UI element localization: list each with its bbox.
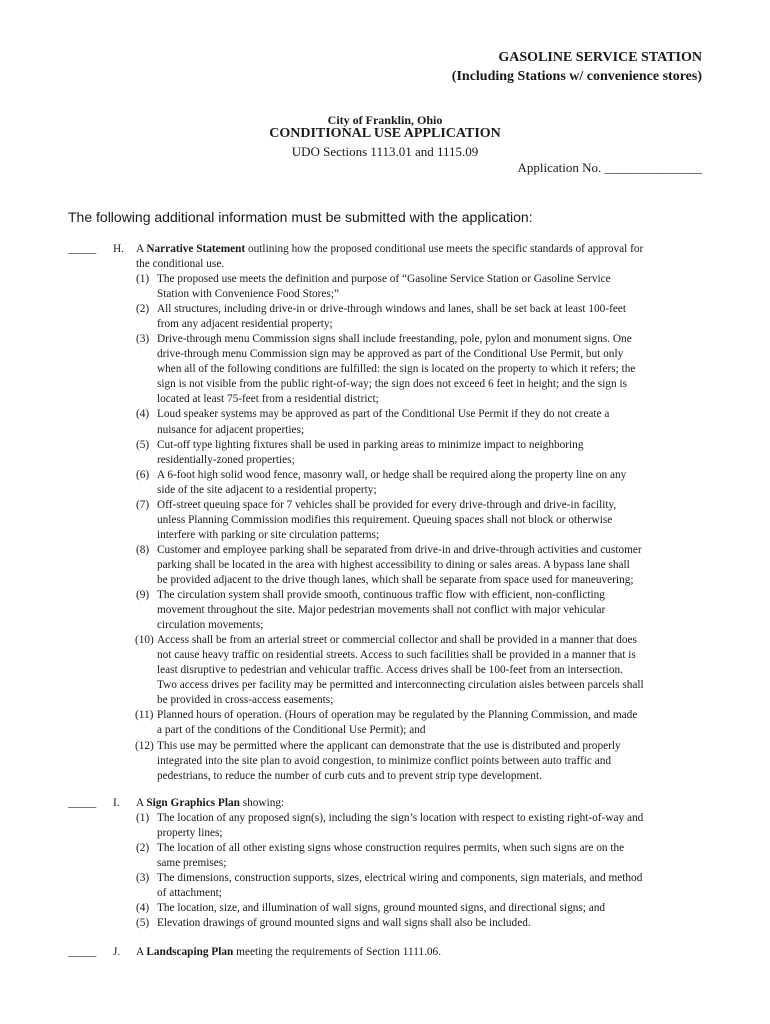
item-line: not cause heavy traffic on residential streets. Access to such facilities shall be provided in a manner that is xyxy=(157,649,636,662)
item-line: Loud speaker systems may be approved as part of the Conditional Use Permit if they do not create a xyxy=(157,408,610,421)
item-number: (1) xyxy=(136,812,150,824)
item-line: Planned hours of operation. (Hours of operation may be regulated by the Planning Commission, and made xyxy=(157,709,638,722)
list-item xyxy=(68,438,708,468)
title-line-2: (Including Stations w/ convenience stores) xyxy=(451,69,702,84)
item-line: The circulation system shall provide smooth, continuous traffic flow with efficient, non-conflicting xyxy=(157,589,605,602)
section-heading xyxy=(68,945,708,960)
item-line: All structures, including drive-in or drive-through windows and lanes, shall be set back at least 100-feet xyxy=(157,303,627,316)
item-line: unless Planning Commission modifies this requirement. Queuing spaces shall not block or otherwise xyxy=(157,513,613,526)
section-lead xyxy=(136,242,708,257)
list-item xyxy=(68,871,708,901)
item-line: Off-street queuing space for 7 vehicles shall be provided for every drive-through and drive-in facility, xyxy=(157,498,617,511)
item-line: A 6-foot high solid wood fence, masonry wall, or hedge shall be required along the property line on any xyxy=(157,468,627,481)
item-line: Two access drives per facility may be permitted and interconnecting circulation aisles between parcels shall xyxy=(157,679,644,692)
list-item xyxy=(68,916,708,931)
section-heading xyxy=(68,796,708,811)
lead-prefix: A xyxy=(136,946,147,958)
item-line: be provided in cross-access easements; xyxy=(157,694,334,707)
item-line: movement throughout the site. Major pedestrian movements shall not conflict with major vehicular xyxy=(157,604,606,617)
checklist-blank: _____ xyxy=(68,243,97,255)
item-line: interfere with parking or site circulation patterns; xyxy=(157,528,380,541)
item-line: Station with Convenience Food Stores;” xyxy=(157,288,339,301)
section-i xyxy=(68,796,708,931)
item-number: (5) xyxy=(136,917,150,930)
list-item xyxy=(68,811,708,841)
item-number: (2) xyxy=(136,303,150,316)
item-number: (12) xyxy=(135,739,154,752)
item-number: (8) xyxy=(136,543,150,556)
item-line: from any adjacent residential property; xyxy=(157,318,333,331)
item-line: This use may be permitted where the applicant can demonstrate that the use is distributed and properly xyxy=(157,739,621,752)
list-item xyxy=(68,272,708,302)
item-line: same premises; xyxy=(157,857,227,870)
item-line: drive-through menu Commission sign may be approved as part of the Conditional Use Permit, but only xyxy=(157,348,624,361)
list-item xyxy=(68,468,708,498)
item-number: (9) xyxy=(136,589,150,602)
document-title xyxy=(342,48,702,86)
lead-bold-title: Landscaping Plan xyxy=(146,946,234,958)
section-letter: H. xyxy=(113,243,124,255)
list-item xyxy=(68,588,708,633)
item-number: (11) xyxy=(135,709,154,722)
section-letter: J. xyxy=(113,946,121,958)
list-item xyxy=(68,901,708,916)
item-line: Customer and employee parking shall be separated from drive-in and drive-through activities and customer xyxy=(157,543,642,556)
list-item xyxy=(68,332,708,407)
lead-bold-title: Narrative Statement xyxy=(146,243,246,255)
item-number: (3) xyxy=(136,333,150,346)
item-line: The location of any proposed sign(s), including the sign’s location with respect to existing right-of-way and xyxy=(157,812,644,824)
item-number: (1) xyxy=(136,273,150,286)
item-line: The proposed use meets the definition and purpose of “Gasoline Service Station or Gasoline Service xyxy=(157,273,611,286)
section-heading xyxy=(68,242,708,257)
item-line: pedestrians, to reduce the number of curb cuts and to prevent strip type development. xyxy=(157,769,542,782)
list-item xyxy=(68,543,708,588)
checklist-blank: _____ xyxy=(68,946,97,958)
form-title: CONDITIONAL USE APPLICATION xyxy=(269,126,501,141)
section-h xyxy=(68,242,708,784)
item-line: property lines; xyxy=(157,827,223,840)
item-line: a part of the conditions of the Conditional Use Permit); and xyxy=(157,724,426,737)
item-line: circulation movements; xyxy=(157,619,264,632)
item-line: located at least 75-feet from a residential district; xyxy=(157,393,379,406)
item-line: The dimensions, construction supports, sizes, electrical wiring and components, sign materials, and method xyxy=(157,872,643,885)
item-line: Cut-off type lighting fixtures shall be used in parking areas to minimize impact to neighboring xyxy=(157,438,584,451)
lead-prefix: A xyxy=(136,797,147,809)
section-letter: I. xyxy=(113,797,120,809)
item-number: (7) xyxy=(136,498,150,511)
item-line: parking shall be located in the area with highest accessibility to dining or sales areas. A bypass lane shall xyxy=(157,558,630,571)
item-number: (2) xyxy=(136,842,150,855)
item-line: be provided adjacent to the drive though lanes, which shall be separate from space used for maneuvering; xyxy=(157,573,634,586)
udo-sections: UDO Sections 1113.01 and 1115.09 xyxy=(291,144,479,159)
list-item xyxy=(68,407,708,437)
item-line: of attachment; xyxy=(157,887,222,900)
item-number: (4) xyxy=(136,408,150,421)
lead-continuation: the conditional use. xyxy=(136,258,225,270)
list-item xyxy=(68,739,708,784)
list-item xyxy=(68,708,708,738)
application-number: Application No. _______________ xyxy=(517,160,702,175)
section-lead xyxy=(136,945,708,960)
item-line: residentially-zoned properties; xyxy=(157,453,295,466)
lead-bold-title: Sign Graphics Plan xyxy=(146,797,240,809)
checklist-blank: _____ xyxy=(68,797,97,809)
list-item xyxy=(68,841,708,871)
item-line: side of the site adjacent to a residential property; xyxy=(157,483,377,496)
item-line: integrated into the site plan to avoid congestion, to minimize conflict points between auto traffic and xyxy=(157,754,612,767)
item-line: Access shall be from an arterial street or commercial collector and shall be provided in a manner that does xyxy=(157,634,637,647)
item-number: (5) xyxy=(136,438,150,451)
item-line: The location of all other existing signs whose construction requires permits, when such signs are on the xyxy=(157,842,625,855)
item-number: (4) xyxy=(136,902,150,915)
item-line: Drive-through menu Commission signs shall include freestanding, pole, pylon and monument signs. One xyxy=(157,333,632,346)
item-line: Elevation drawings of ground mounted signs and wall signs shall also be included. xyxy=(157,917,531,930)
item-line: sign is not visible from the public right-of-way; the sign does not exceed 6 feet in height; and the sign is xyxy=(157,378,627,391)
item-number: (3) xyxy=(136,872,150,885)
item-line: least disruptive to pedestrian and vehicular traffic. Access drives shall be 100-feet from an intersection. xyxy=(157,664,623,677)
lead-rest: showing: xyxy=(239,797,285,809)
title-line-1: GASOLINE SERVICE STATION xyxy=(498,50,702,65)
item-number: (10) xyxy=(135,634,154,647)
city-name: City of Franklin, Ohio xyxy=(327,113,443,127)
intro-text: The following additional information must be submitted with the application: xyxy=(68,209,533,225)
item-line: nuisance for adjacent properties; xyxy=(157,423,305,436)
lead-prefix: A xyxy=(136,243,147,255)
lead-rest: meeting the requirements of Section 1111.06. xyxy=(233,946,442,958)
list-item xyxy=(68,633,708,708)
section-lead xyxy=(136,796,708,811)
list-item xyxy=(68,498,708,543)
item-line: when all of the following conditions are fulfilled: the sign is located on the property to which it refers; the xyxy=(157,363,636,376)
section-j xyxy=(68,945,708,960)
lead-rest: outlining how the proposed conditional use meets the specific standards of approval for xyxy=(245,243,644,255)
list-item xyxy=(68,302,708,332)
item-line: The location, size, and illumination of wall signs, ground mounted signs, and directional signs; and xyxy=(157,902,606,915)
item-number: (6) xyxy=(136,468,150,481)
